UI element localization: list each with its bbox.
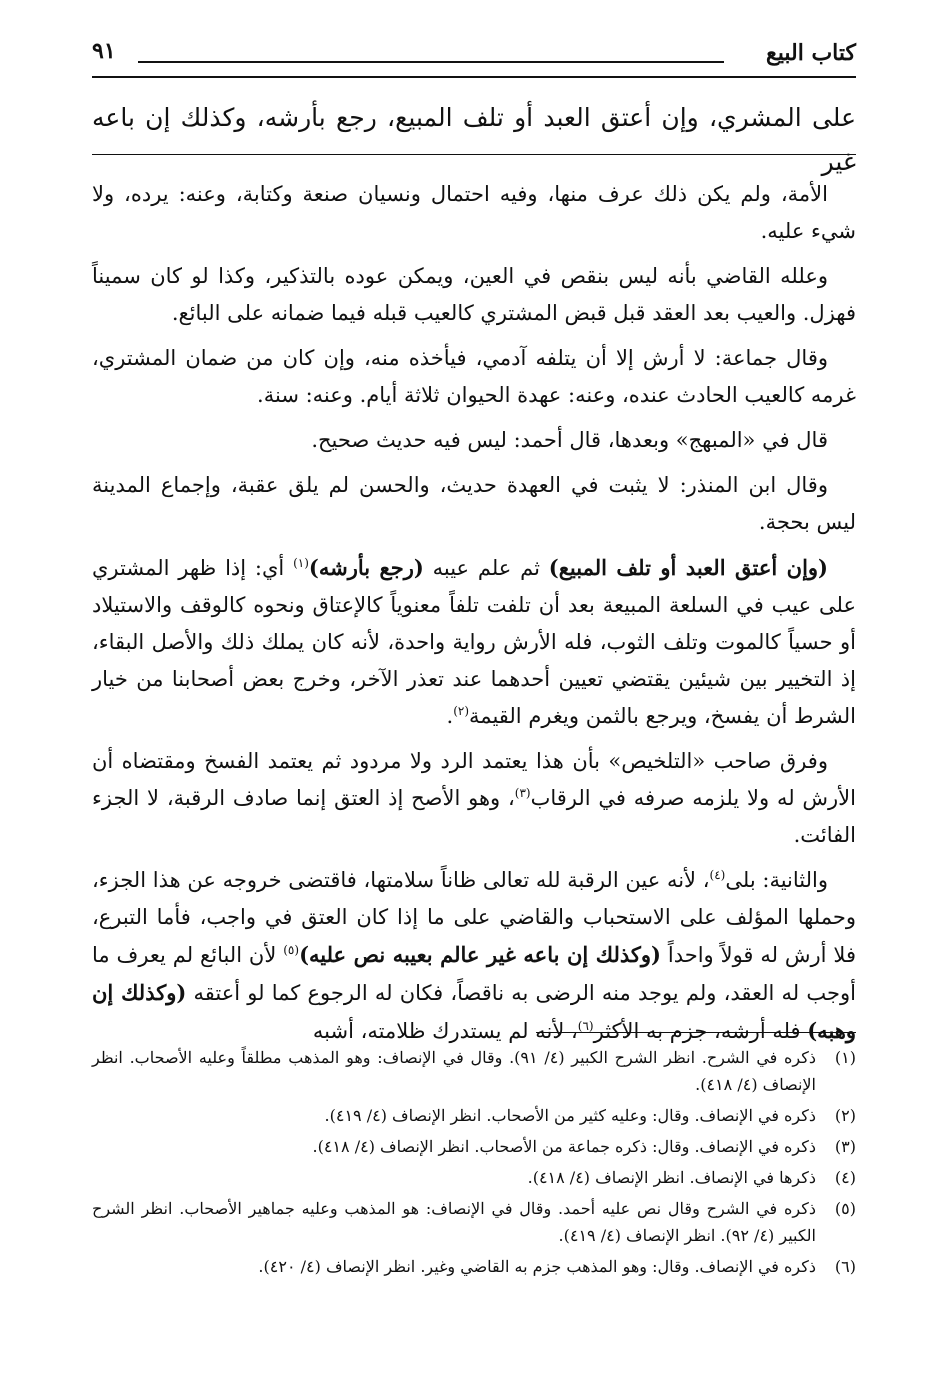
paragraph-text: وقال جماعة: لا أرش إلا أن يتلفه آدمي، فيأخذه منه، وإن كان من ضمان المشتري، غرمه كالعيب الحادث عنده، وعنه: عهدة الحيوان ثلاثة أيام. وعنه: سنة. (92, 346, 856, 407)
paragraph (92, 340, 856, 414)
footnotes (92, 1044, 856, 1284)
paragraph-text: ، وهو الأصح إذ العتق إنما صادف الرقبة، لا الجزء الفائت. (92, 786, 856, 847)
paragraph-text: أي: إذا ظهر المشتري على عيب في السلعة المبيعة بعد أن تلفت تلفاً معنوياً كالإعتاق ونحوه كالوقف والاستيلاد أو حسياً كالموت وتلف الثوب، فله الأرش رواية واحدة، لأنه كان يملك ذلك والأصل البقاء، إذ التخيير بين شيئين يقتضي تعيين أحدهما عند تعذر الآخر، وخرج بعض أصحابنا من خيار الشرط أن يفسخ، ويرجع بالثمن ويغرم القيمة (92, 556, 856, 728)
footnote-ref: (١) (293, 556, 309, 570)
paragraph-text: لأن البائع لم يعرف ما أوجب له العقد، ولم يوجد منه الرضى به ناقصاً، فكان له الرجوع كما لو أعتقه (92, 943, 856, 1005)
paragraph-text: . (446, 704, 454, 728)
matn-quote: (رجع بأرشه) (308, 555, 424, 580)
footnote-ref: (٢) (453, 704, 470, 718)
paragraph (92, 549, 856, 735)
footnote-ref: (٣) (514, 786, 531, 800)
footnote-number: (٣) (834, 1137, 856, 1156)
matn-separator (92, 154, 856, 155)
paragraph (92, 467, 856, 541)
footnote-number: (٥) (834, 1199, 856, 1218)
header-underline (92, 76, 856, 78)
paragraph-text: وعلله القاضي بأنه ليس بنقص في العين، ويمكن عوده بالتذكير، وكذا لو كان سميناً فهزل. والعيب بعد العقد قبل قبض المشتري كالعيب قبله فيما ضمانه على البائع. (92, 264, 856, 325)
footnote-text: ذكره في الإنصاف. وقال: وعليه كثير من الأصحاب. انظر الإنصاف (٤/ ٤١٩). (324, 1106, 816, 1125)
paragraph-text: ثم علم عيبه (423, 556, 549, 580)
paragraph (92, 176, 856, 250)
paragraph-text: ، لأنه عين الرقبة لله تعالى ظاناً سلامتها، فاقتضى خروجه عن هذا الجزء، وحملها المؤلف على الاستحباب والقاضي على ما إذا كان العتق في واجب، فأما التبرع، فلا أرش له قولاً واحداً (92, 868, 856, 967)
footnote-text: ذكره في الإنصاف. وقال: وهو المذهب جزم به القاضي وغير. انظر الإنصاف (٤/ ٤٢٠). (258, 1257, 816, 1276)
footnote (92, 1102, 856, 1129)
footnote-ref: (٤) (709, 868, 726, 882)
footnote-number: (٢) (834, 1106, 856, 1125)
footnote-separator (536, 1032, 856, 1033)
footnote-number: (٦) (834, 1257, 856, 1276)
footnote (92, 1164, 856, 1191)
paragraph (92, 862, 856, 1050)
footnote-ref: (٦) (577, 1019, 594, 1033)
paragraph-text: وقال ابن المنذر: لا يثبت في العهدة حديث، والحسن لم يلق عقبة، وإجماع المدينة ليس بحجة. (92, 473, 856, 534)
paragraph-text: والثانية: بلى (725, 868, 829, 892)
footnote (92, 1133, 856, 1160)
paragraph (92, 258, 856, 332)
footnote-text: ذكرها في الإنصاف. انظر الإنصاف (٤/ ٤١٨). (527, 1168, 816, 1187)
book-title: كتاب البيع (766, 40, 856, 66)
header-rule (138, 61, 724, 63)
matn-text: على المشري، وإن أعتق العبد أو تلف المبيع، رجع بأرشه، وكذلك إن باعه غير (92, 103, 856, 176)
paragraph (92, 743, 856, 854)
paragraph-text: الأمة، ولم يكن ذلك عرف منها، وفيه احتمال ونسيان صنعة وكتابة، وعنه: يرده، ولا شيء عليه. (92, 182, 856, 243)
page-number: ٩١ (92, 38, 116, 64)
paragraph-text: ، لأنه لم يستدرك ظلامته، أشبه (312, 1019, 578, 1043)
footnote-text: ذكره في الإنصاف. وقال: ذكره جماعة من الأصحاب. انظر الإنصاف (٤/ ٤١٨). (312, 1137, 816, 1156)
footnote-text: ذكره في الشرح وقال نص عليه أحمد. وقال في الإنصاف: هو المذهب وعليه جماهير الأصحاب. انظر الشرح الكبير (٤/ ٩٢). انظر الإنصاف (٤/ ٤١٩). (92, 1199, 816, 1245)
footnote-number: (٤) (834, 1168, 856, 1187)
footnote-text: ذكره في الشرح. انظر الشرح الكبير (٤/ ٩١). وقال في الإنصاف: وهو المذهب مطلقاً وعليه الأصحاب. انظر الإنصاف (٤/ ٤١٨). (92, 1048, 816, 1094)
paragraph (92, 422, 856, 459)
footnote (92, 1195, 856, 1249)
matn-quote: (وكذلك إن وهبه) (92, 980, 856, 1043)
footnote-number: (١) (834, 1048, 856, 1067)
paragraph-text: وفرق صاحب «التلخيص» بأن هذا يعتمد الرد ولا مردود ثم يعتمد الفسخ ومقتضاه أن الأرش له ولا يلزمه صرفه في الرقاب (92, 749, 856, 810)
running-header (92, 36, 856, 76)
commentary-body (92, 176, 856, 1058)
paragraph-text: قال في «المبهج» وبعدها، قال أحمد: ليس فيه حديث صحيح. (311, 428, 828, 452)
matn-quote: (وكذلك إن باعه غير عالم بعيبه نص عليه) (299, 942, 661, 967)
paragraph-text: فله أرشه، جزم به الأكثر (593, 1019, 808, 1043)
footnote (92, 1253, 856, 1280)
footnote (92, 1044, 856, 1098)
footnote-ref: (٥) (283, 943, 300, 957)
matn-quote: (وإن أعتق العبد أو تلف المبيع) (548, 555, 828, 580)
